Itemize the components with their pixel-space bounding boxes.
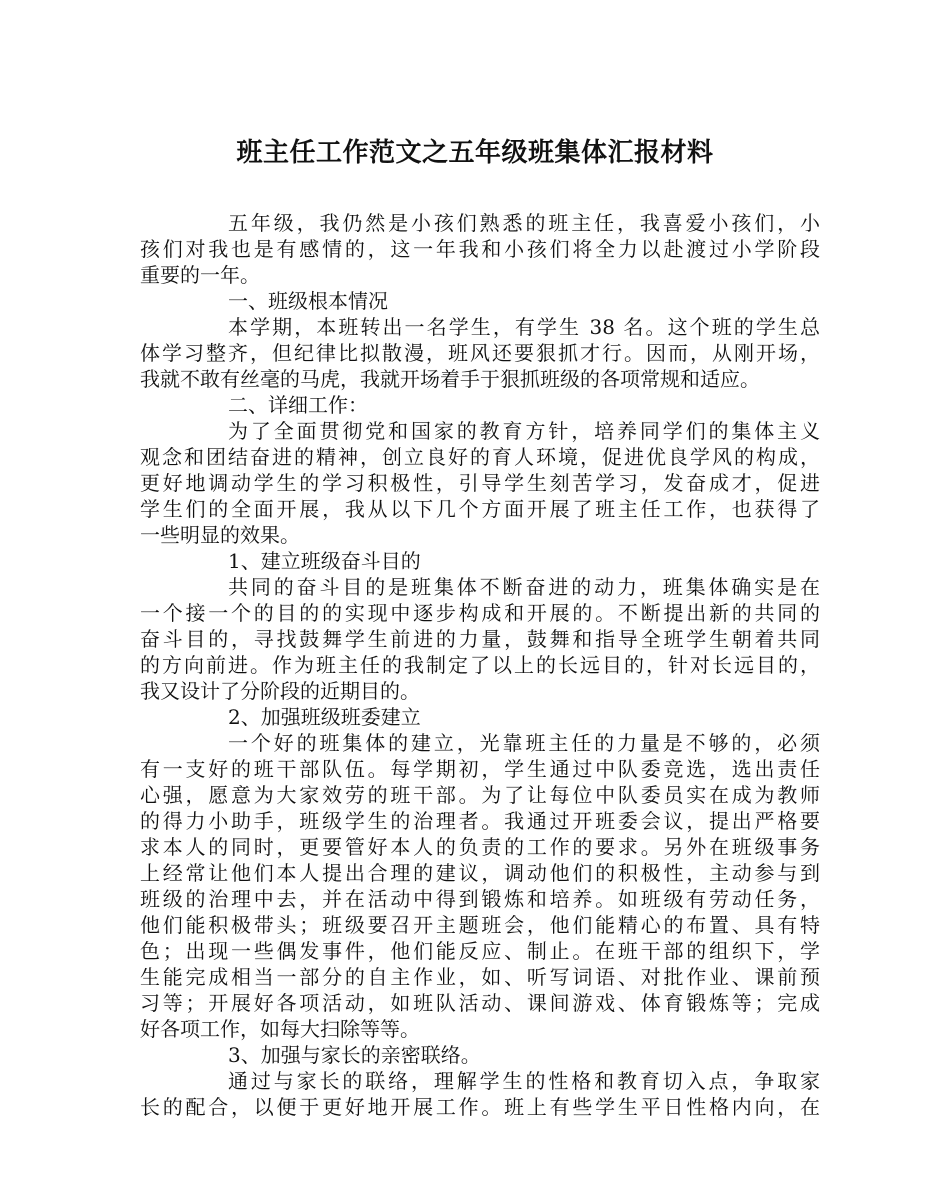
paragraph-line: 我就不敢有丝毫的马虎，我就开场着手于狠抓班级的各项常规和适应。: [140, 367, 760, 391]
paragraph-line: 班级的治理中去，并在活动中得到锻炼和培养。如班级有劳动任务，: [140, 887, 820, 911]
paragraph-line: 一些明显的效果。: [140, 523, 300, 547]
document-body: [140, 210, 820, 1120]
section-heading: 3、加强与家长的亲密联络。: [228, 1043, 481, 1067]
paragraph-line: 五年级，我仍然是小孩们熟悉的班主任，我喜爱小孩们，小: [228, 211, 820, 235]
paragraph-line: 有一支好的班干部队伍。每学期初，学生通过中队委竞选，选出责任: [140, 757, 820, 781]
paragraph-line: 为了全面贯彻党和国家的教育方针，培养同学们的集体主义: [228, 419, 820, 443]
paragraph-line: 上经常让他们本人提出合理的建议，调动他们的积极性，主动参与到: [140, 861, 820, 885]
document-title: 班主任工作范文之五年级班集体汇报材料: [236, 138, 714, 168]
paragraph-line: 习等；开展好各项活动，如班队活动、课间游戏、体育锻炼等；完成: [140, 991, 820, 1015]
paragraph-line: 观念和团结奋进的精神，创立良好的育人环境，促进优良学风的构成，: [140, 445, 820, 469]
section-heading: 二、详细工作：: [228, 393, 368, 417]
paragraph-line: 我又设计了分阶段的近期目的。: [140, 679, 420, 703]
paragraph-line: 体学习整齐，但纪律比拟散漫，班风还要狠抓才行。因而，从刚开场，: [140, 341, 820, 365]
paragraph-line: 本学期，本班转出一名学生，有学生 38 名。这个班的学生总: [228, 315, 820, 339]
paragraph-line: 求本人的同时，更要管好本人的负责的工作的要求。另外在班级事务: [140, 835, 820, 859]
paragraph-line: 通过与家长的联络，理解学生的性格和教育切入点，争取家: [228, 1069, 820, 1093]
paragraph-line: 学生们的全面开展，我从以下几个方面开展了班主任工作，也获得了: [140, 497, 820, 521]
paragraph-line: 他们能积极带头；班级要召开主题班会，他们能精心的布置、具有特: [140, 913, 820, 937]
paragraph-line: 的方向前进。作为班主任的我制定了以上的长远目的，针对长远目的，: [140, 653, 820, 677]
paragraph-line: 的得力小助手，班级学生的治理者。我通过开班委会议，提出严格要: [140, 809, 820, 833]
section-heading: 2、加强班级班委建立: [228, 705, 421, 729]
paragraph-line: 奋斗目的，寻找鼓舞学生前进的力量，鼓舞和指导全班学生朝着共同: [140, 627, 820, 651]
section-heading: 一、班级根本情况: [228, 289, 388, 313]
section-heading: 1、建立班级奋斗目的: [228, 549, 421, 573]
paragraph-line: 一个接一个的目的的实现中逐步构成和开展的。不断提出新的共同的: [140, 601, 820, 625]
paragraph-line: 重要的一年。: [140, 263, 260, 287]
paragraph-line: 生能完成相当一部分的自主作业，如、听写词语、对批作业、课前预: [140, 965, 820, 989]
paragraph-line: 一个好的班集体的建立，光靠班主任的力量是不够的，必须: [228, 731, 820, 755]
paragraph-line: 好各项工作，如每大扫除等等。: [140, 1017, 420, 1041]
paragraph-line: 心强，愿意为大家效劳的班干部。为了让每位中队委员实在成为教师: [140, 783, 820, 807]
paragraph-line: 更好地调动学生的学习积极性，引导学生刻苦学习，发奋成才，促进: [140, 471, 820, 495]
paragraph-line: 孩们对我也是有感情的，这一年我和小孩们将全力以赴渡过小学阶段: [140, 237, 820, 261]
paragraph-line: 共同的奋斗目的是班集体不断奋进的动力，班集体确实是在: [228, 575, 820, 599]
paragraph-line: 色；出现一些偶发事件，他们能反应、制止。在班干部的组织下，学: [140, 939, 820, 963]
paragraph-line: 长的配合，以便于更好地开展工作。班上有些学生平日性格内向，在: [140, 1095, 820, 1119]
